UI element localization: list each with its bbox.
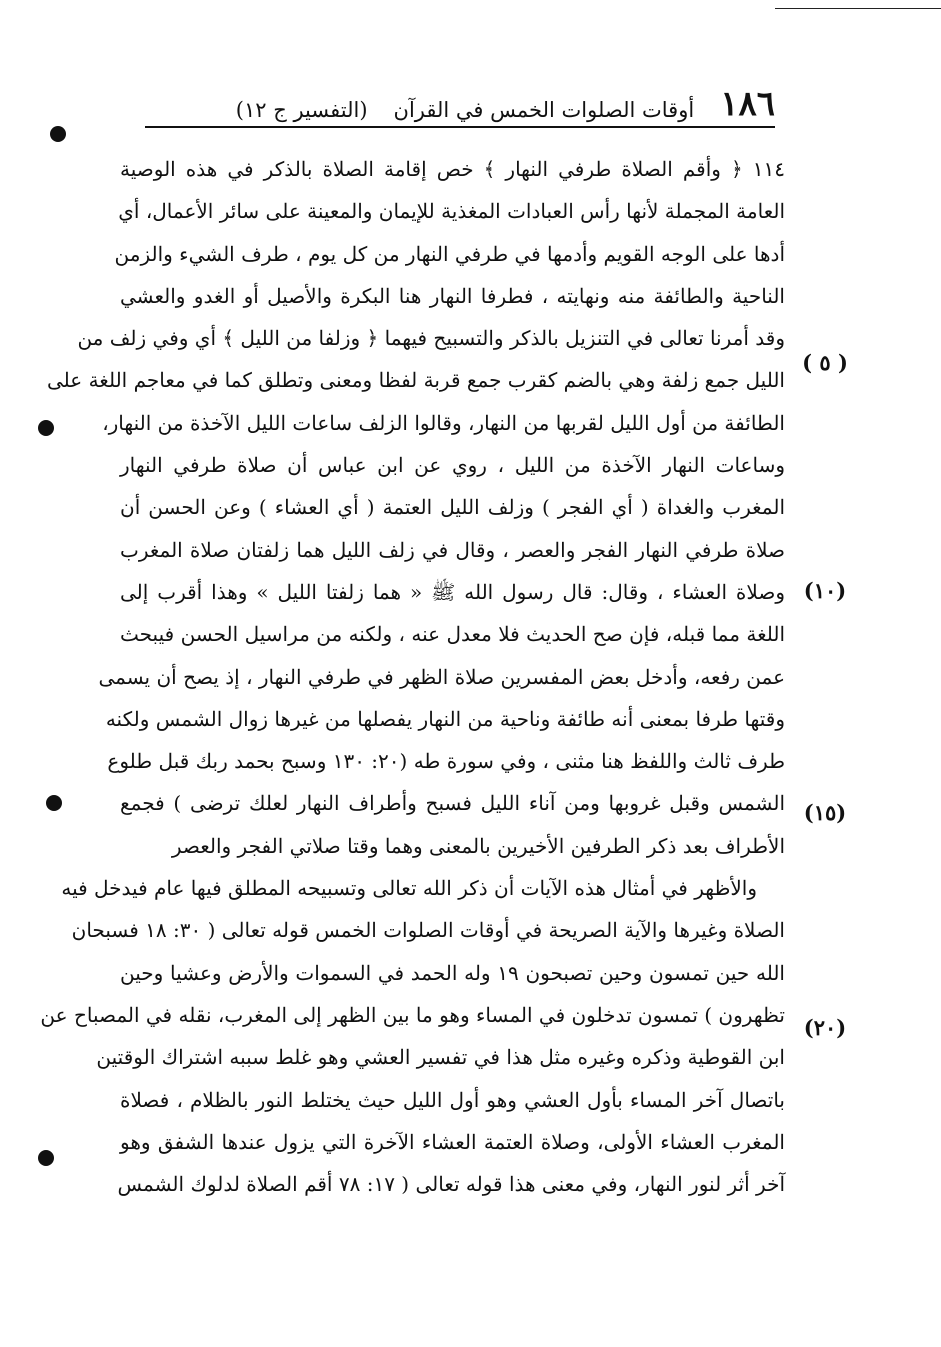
text-line: المغرب العشاء الأولى، وصلاة العتمة العشاء الآخرة التي يزول عندها الشفق وهو <box>120 1129 785 1154</box>
series-title: (التفسير ج ١٢) <box>235 98 368 122</box>
text-line: صلاة طرفي النهار الفجر والعصر ، وقال في زلف الليل هما زلفتان صلاة المغرب <box>120 537 786 562</box>
text-line: الله حين تمسون وحين تصبحون ١٩ وله الحمد في السموات والأرض وعشيا وحين <box>120 960 785 985</box>
text-line: آخر أثر لنور النهار، وفي معنى هذا قوله تعالى ( ١٧: ٧٨ أقم الصلاة لدلوك الشمس <box>117 1172 785 1197</box>
text-line: ١١٤ ﴿ وأقم الصلاة طرفي النهار ﴾ خص إقامة الصلاة بالذكر في هذه الوصية <box>120 157 785 181</box>
text-line: الأطراف بعد ذكر الطرفين الأخيرين بالمعنى وهما وقتا صلاتي الفجر والعصر <box>171 833 785 858</box>
text-line: الليل جمع زلفة وهي بالضم كقرب جمع قربة لفظا ومعنى وتطلق كما في معاجم اللغة على <box>47 368 785 393</box>
punch-hole-icon <box>46 795 62 811</box>
margin-line-number: (١٥) <box>803 800 847 825</box>
body-text <box>40 148 786 1205</box>
text-line: العامة المجملة لأنها رأس العبادات المغذية للإيمان والمعينة على سائر الأعمال، أي <box>118 199 785 224</box>
punch-hole-icon <box>50 126 66 142</box>
text-line: ابن القوطية وذكره وغيره مثل هذا في تفسير العشي وهو غلط سببه اشتراك الوقتين <box>96 1045 785 1070</box>
text-line: وقتها طرفا بمعنى أنه طائفة وناحية من النهار يفصلها من غيرها زوال الشمس ولكنه <box>105 706 785 731</box>
text-line: المغرب والغداة ( أي الفجر ) وزلف الليل العتمة ( أي العشاء ) وعن الحسن أن <box>120 495 785 520</box>
text-line: اللغة مما قبله، فإن صح الحديث فلا معدل عنه ، ولكنه من مراسيل الحسن فيبحث <box>120 622 785 647</box>
text-line: تظهرون ) تمسون تدخلون في المساء وهو ما بين الظهر إلى المغرب، نقله في المصباح عن <box>40 1002 785 1027</box>
margin-line-number: ( ٥ ) <box>802 350 848 375</box>
text-line: الشمس وقبل غروبها ومن آناء الليل فسبح وأطراف النهار لعلك ترضى ) فجمع <box>120 791 785 816</box>
punch-hole-icon <box>38 1150 54 1166</box>
text-line: عمن رفعه، وأدخل بعض المفسرين صلاة الظهر في طرفي النهار ، إذ يصح أن يسمى <box>98 664 785 689</box>
text-line: وساعات النهار الآخذة من الليل ، روي عن ابن عباس أن صلاة طرفي النهار <box>120 453 785 478</box>
text-line: وصلاة العشاء ، وقال: قال رسول الله ﷺ « هما زلفتا الليل » وهذا أقرب إلى <box>120 579 785 604</box>
text-line: الصلاة وغيرها والآية الصريحة في أوقات الصلوات الخمس قوله تعالى ( ٣٠: ١٨ فسبحان <box>71 918 785 943</box>
top-edge-rule <box>775 8 941 9</box>
text-line: وقد أمرنا تعالى في التنزيل بالذكر والتسبيح فيهما ﴿ وزلفا من الليل ﴾ أي وفي زلف من <box>77 326 785 351</box>
page-header <box>145 82 775 122</box>
margin-line-number: (٢٠) <box>803 1015 847 1040</box>
header-rule <box>145 126 775 128</box>
running-title: أوقات الصلوات الخمس في القرآن <box>393 98 695 122</box>
text-line: والأظهر في أمثال هذه الآيات أن ذكر الله تعالى وتسبيحه المطلق فيها عام فيدخل فيه <box>61 876 757 901</box>
text-line: باتصال آخر المساء بأول العشي وهو أول الليل حيث يختلط النور بالظلام ، فصلاة <box>120 1087 785 1112</box>
text-line: الطائفة من أول الليل لقربها من النهار، وقالوا الزلف ساعات الليل الآخذة من النهار، <box>102 410 785 435</box>
text-line: الناحية والطائفة منه ونهايته ، فطرفا النهار هنا البكرة والأصيل أو الغدو والعشي <box>120 283 785 308</box>
text-line: طرف ثالث واللفظ هنا مثنى ، وفي سورة طه (٢٠: ١٣٠ وسبح بحمد ربك قبل طلوع <box>107 749 785 774</box>
page-number: ١٨٦ <box>720 84 775 124</box>
text-line: أدها على الوجه القويم وأدمها في طرفي النهار من كل يوم ، طرف الشيء والزمن <box>114 241 785 266</box>
punch-hole-icon <box>38 420 54 436</box>
margin-line-number: (١٠) <box>803 578 847 603</box>
